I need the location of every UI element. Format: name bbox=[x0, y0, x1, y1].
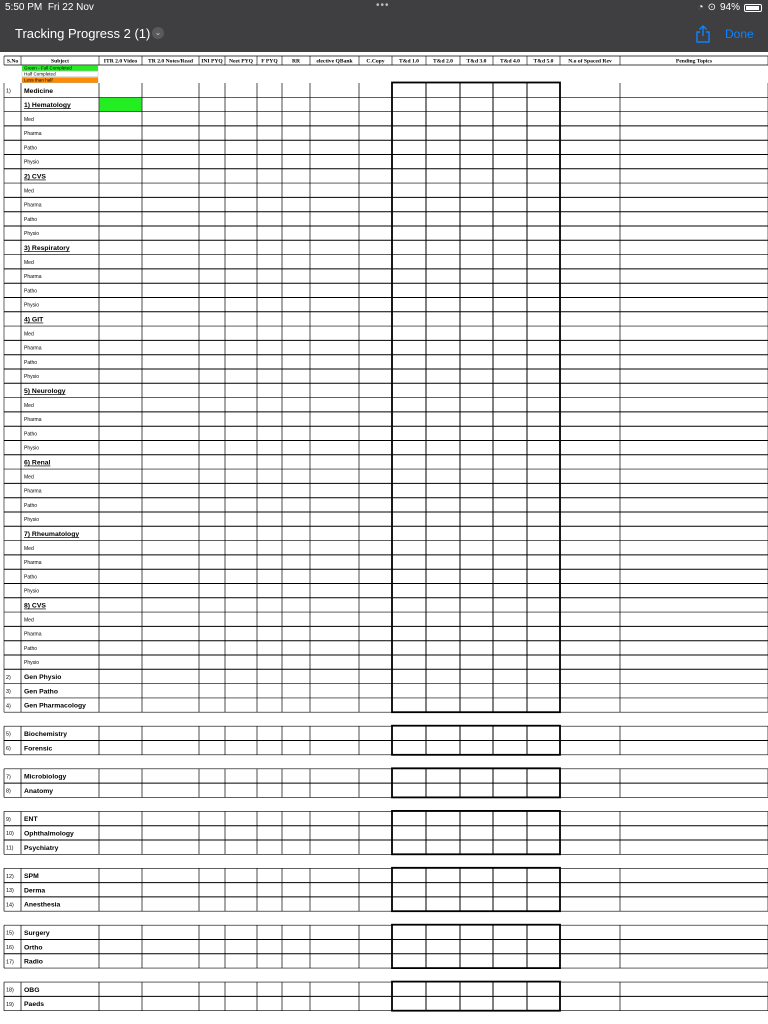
subtopic-label: Pharma bbox=[24, 631, 42, 638]
battery-icon bbox=[744, 4, 762, 12]
navigation-bar bbox=[0, 16, 768, 52]
completed-cell[interactable] bbox=[100, 98, 142, 111]
subtopic-label: Med bbox=[24, 259, 34, 266]
column-header[interactable]: T&d 5.0 bbox=[533, 58, 554, 65]
subtopic-label: Physio bbox=[24, 374, 40, 381]
subject-label: Derma bbox=[24, 887, 46, 895]
column-header[interactable]: RR bbox=[291, 58, 301, 65]
subtopic-label: Med bbox=[24, 545, 34, 552]
subject-label: ENT bbox=[24, 816, 38, 824]
legend-label: Less than half bbox=[24, 77, 53, 83]
share-icon[interactable] bbox=[695, 25, 711, 43]
subtopic-label: Med bbox=[24, 331, 34, 338]
document-title[interactable]: Tracking Progress 2 (1) bbox=[15, 26, 151, 41]
section-row bbox=[100, 98, 142, 111]
serial-number: 16) bbox=[6, 945, 14, 951]
subject-label: OBG bbox=[24, 986, 40, 994]
subject-label: Gen Physio bbox=[24, 674, 62, 682]
chevron-down-icon[interactable]: ⌄ bbox=[152, 27, 164, 39]
subtopic-label: Physio bbox=[24, 231, 40, 238]
subject-label: Gen Patho bbox=[24, 688, 58, 696]
subtopic-label: Physio bbox=[24, 660, 40, 667]
subtopic-label: Pharma bbox=[24, 131, 42, 138]
subject-label: Biochemistry bbox=[24, 731, 68, 738]
subtopic-label: Physio bbox=[24, 588, 40, 595]
serial-number: 11) bbox=[6, 845, 14, 852]
subtopic-label: Patho bbox=[24, 359, 38, 366]
column-header[interactable]: Pending Topics bbox=[675, 58, 713, 65]
subject-label: Medicine bbox=[24, 87, 54, 95]
subtopic-label: Physio bbox=[24, 302, 40, 309]
serial-number: 3) bbox=[6, 689, 11, 696]
td-block-border bbox=[392, 811, 560, 854]
battery-percent: 94% bbox=[719, 2, 740, 13]
subtopic-label: Patho bbox=[24, 574, 38, 581]
status-bar bbox=[0, 0, 768, 16]
section-label: 4) GIT bbox=[24, 316, 44, 324]
subject-label: Microbiology bbox=[24, 773, 67, 781]
legend-label: Half Completed bbox=[24, 71, 56, 77]
subtopic-label: Med bbox=[24, 116, 34, 123]
section-label: 6) Renal bbox=[24, 459, 51, 467]
column-header[interactable]: INI PYQ bbox=[201, 58, 223, 65]
column-header[interactable]: elective QBank bbox=[316, 58, 353, 65]
status-time: 5:50 PM Fri 22 Nov bbox=[5, 2, 94, 13]
multitasking-dots-icon[interactable]: ••• bbox=[376, 0, 390, 11]
column-header[interactable]: T&d 1.0 bbox=[399, 58, 419, 65]
serial-number: 7) bbox=[6, 774, 11, 781]
td-block-border bbox=[392, 868, 560, 911]
serial-number: 17) bbox=[6, 959, 14, 966]
section-label: 1) Hematology bbox=[24, 102, 71, 110]
subtopic-label: Med bbox=[24, 402, 34, 409]
subject-label: Paeds bbox=[24, 1001, 45, 1009]
subtopic-label: Patho bbox=[24, 431, 38, 438]
serial-number: 1) bbox=[6, 88, 11, 95]
wifi-icon: ◔ bbox=[697, 2, 704, 13]
section-label: 5) Neurology bbox=[24, 388, 66, 396]
subtopic-label: Pharma bbox=[24, 417, 42, 424]
serial-number: 19) bbox=[6, 1001, 14, 1008]
subject-label: SPM bbox=[24, 873, 39, 881]
subject-label: Ophthalmology bbox=[24, 830, 74, 838]
serial-number: 18) bbox=[6, 987, 14, 994]
subtopic-label: Physio bbox=[24, 445, 40, 452]
subtopic-label: Patho bbox=[24, 288, 38, 295]
serial-number: 5) bbox=[6, 731, 11, 738]
tracking-table bbox=[0, 52, 768, 1024]
subject-label: Surgery bbox=[24, 930, 50, 937]
serial-number: 14) bbox=[6, 902, 14, 909]
column-header[interactable]: ITR 2.0 Video bbox=[103, 58, 138, 65]
section-label: 8) CVS bbox=[24, 602, 46, 610]
column-header[interactable]: T&d 2.0 bbox=[433, 58, 453, 65]
done-button[interactable]: Done bbox=[725, 27, 754, 41]
headphones-icon: ⊙ bbox=[707, 2, 716, 13]
subtopic-label: Med bbox=[24, 188, 34, 195]
section-label: 2) CVS bbox=[24, 173, 46, 181]
column-header[interactable]: Neet PYQ bbox=[228, 58, 254, 65]
subtopic-label: Pharma bbox=[24, 274, 42, 281]
subtopic-label: Patho bbox=[24, 216, 38, 223]
section-label: 7) Rheumatology bbox=[24, 531, 80, 539]
subtopic-label: Physio bbox=[24, 159, 40, 166]
subject-label: Ortho bbox=[24, 944, 43, 952]
subject-label: Gen Pharmacology bbox=[24, 702, 86, 710]
serial-number: 15) bbox=[6, 930, 14, 937]
subtopic-label: Physio bbox=[24, 517, 40, 524]
column-header[interactable]: S.No bbox=[6, 58, 19, 65]
subtopic-label: Patho bbox=[24, 645, 38, 652]
subject-label: Anatomy bbox=[24, 787, 54, 795]
serial-number: 4) bbox=[6, 703, 11, 710]
subtopic-label: Pharma bbox=[24, 488, 42, 495]
subtopic-label: Med bbox=[24, 617, 34, 624]
column-header[interactable]: TR 2.0 Notes/Read bbox=[148, 58, 193, 65]
column-header[interactable]: N.o of Spaced Rev bbox=[568, 58, 612, 65]
serial-number: 6) bbox=[6, 746, 11, 752]
subtopic-label: Med bbox=[24, 474, 34, 481]
serial-number: 8) bbox=[6, 788, 11, 795]
serial-number: 9) bbox=[6, 816, 11, 823]
column-header[interactable]: T&d 4.0 bbox=[500, 58, 520, 65]
subject-label: Forensic bbox=[24, 745, 53, 753]
subtopic-label: Pharma bbox=[24, 202, 42, 209]
subject-label: Anesthesia bbox=[24, 901, 61, 909]
status-indicators bbox=[698, 2, 762, 13]
td-block-border bbox=[392, 925, 560, 968]
subtopic-label: Patho bbox=[24, 145, 38, 152]
section-label: 3) Respiratory bbox=[24, 245, 70, 253]
column-header[interactable]: T&d 3.0 bbox=[466, 58, 487, 65]
legend-label: Green - Full Completed bbox=[24, 65, 72, 71]
subject-label: Psychiatry bbox=[24, 844, 59, 852]
column-header[interactable]: Subject bbox=[50, 58, 70, 65]
column-header[interactable]: C.Copy bbox=[366, 58, 385, 65]
subtopic-label: Pharma bbox=[24, 345, 42, 352]
serial-number: 12) bbox=[6, 873, 14, 880]
subject-label: Radio bbox=[24, 958, 43, 966]
column-header[interactable]: F PYQ bbox=[261, 58, 278, 65]
serial-number: 13) bbox=[6, 888, 14, 895]
subtopic-label: Pharma bbox=[24, 560, 42, 567]
serial-number: 2) bbox=[6, 674, 11, 681]
serial-number: 10) bbox=[6, 831, 14, 838]
spreadsheet bbox=[0, 52, 768, 1024]
subtopic-label: Patho bbox=[24, 502, 38, 509]
